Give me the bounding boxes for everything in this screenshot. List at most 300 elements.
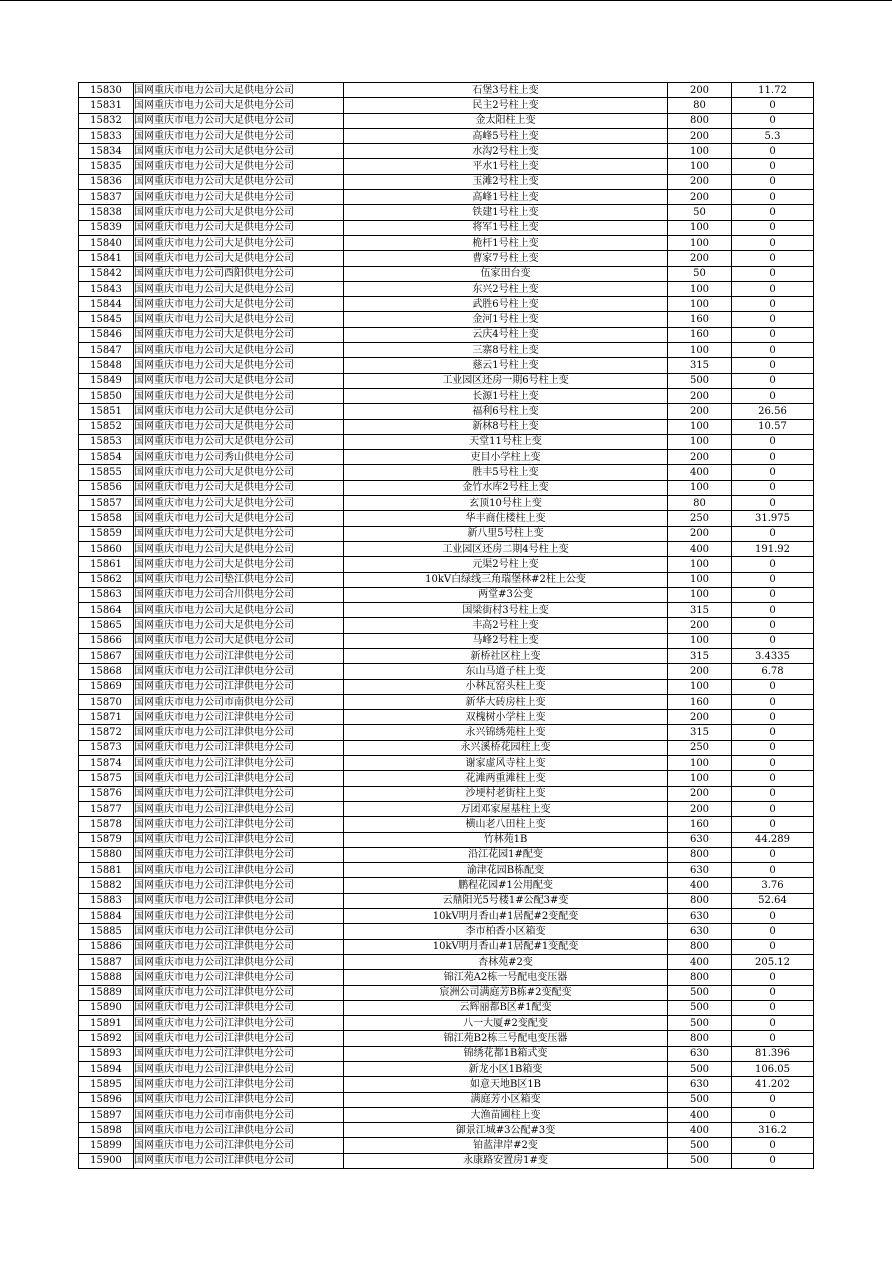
- row-number-cell: 15855: [79, 465, 134, 480]
- table-row: [79, 817, 814, 832]
- company-name-cell: 国网重庆市电力公司市南供电分公司: [134, 1107, 344, 1122]
- table-row: [79, 281, 814, 296]
- company-name-cell: 国网重庆市电力公司大足供电分公司: [134, 618, 344, 633]
- transformer-name-cell: 10kV白绿线三角瑞堡林#2柱上公变: [344, 572, 668, 587]
- value-cell: 81.396: [732, 1046, 814, 1061]
- company-name-cell: 国网重庆市电力公司江津供电分公司: [134, 1016, 344, 1031]
- table-row: [79, 954, 814, 969]
- row-number-cell: 15894: [79, 1062, 134, 1077]
- capacity-cell: 315: [668, 648, 732, 663]
- row-number-cell: 15874: [79, 756, 134, 771]
- value-cell: 106.05: [732, 1062, 814, 1077]
- row-number-cell: 15860: [79, 541, 134, 556]
- transformer-name-cell: 高峰5号柱上变: [344, 128, 668, 143]
- table-row: [79, 893, 814, 908]
- transformer-table: [78, 82, 814, 1169]
- transformer-name-cell: 花滩两重滩柱上变: [344, 771, 668, 786]
- value-cell: 0: [732, 450, 814, 465]
- row-number-cell: 15848: [79, 358, 134, 373]
- capacity-cell: 500: [668, 1092, 732, 1107]
- capacity-cell: 100: [668, 343, 732, 358]
- transformer-name-cell: 丰高2号柱上变: [344, 618, 668, 633]
- value-cell: 0: [732, 1000, 814, 1015]
- company-name-cell: 国网重庆市电力公司江津供电分公司: [134, 1123, 344, 1138]
- transformer-name-cell: 元渠2号柱上变: [344, 557, 668, 572]
- transformer-name-cell: 满庭芳小区箱变: [344, 1092, 668, 1107]
- company-name-cell: 国网重庆市电力公司江津供电分公司: [134, 771, 344, 786]
- transformer-name-cell: 锦绣花都1B箱式变: [344, 1046, 668, 1061]
- table-row: [79, 878, 814, 893]
- value-cell: 0: [732, 220, 814, 235]
- transformer-name-cell: 新华大砖房柱上变: [344, 694, 668, 709]
- table-row: [79, 1046, 814, 1061]
- value-cell: 0: [732, 480, 814, 495]
- capacity-cell: 100: [668, 557, 732, 572]
- table-row: [79, 679, 814, 694]
- company-name-cell: 国网重庆市电力公司江津供电分公司: [134, 1092, 344, 1107]
- capacity-cell: 50: [668, 205, 732, 220]
- company-name-cell: 国网重庆市电力公司大足供电分公司: [134, 113, 344, 128]
- row-number-cell: 15892: [79, 1031, 134, 1046]
- capacity-cell: 160: [668, 312, 732, 327]
- row-number-cell: 15863: [79, 587, 134, 602]
- transformer-name-cell: 沿江花园1#配变: [344, 847, 668, 862]
- transformer-name-cell: 鹏程花园#1公用配变: [344, 878, 668, 893]
- table-row: [79, 465, 814, 480]
- company-name-cell: 国网重庆市电力公司江津供电分公司: [134, 725, 344, 740]
- capacity-cell: 200: [668, 174, 732, 189]
- table-row: [79, 1092, 814, 1107]
- table-row: [79, 924, 814, 939]
- value-cell: 0: [732, 572, 814, 587]
- transformer-name-cell: 御景江城#3公配#3变: [344, 1123, 668, 1138]
- table-row: [79, 312, 814, 327]
- value-cell: 0: [732, 970, 814, 985]
- row-number-cell: 15869: [79, 679, 134, 694]
- row-number-cell: 15887: [79, 954, 134, 969]
- row-number-cell: 15835: [79, 159, 134, 174]
- capacity-cell: 630: [668, 1077, 732, 1092]
- company-name-cell: 国网重庆市电力公司大足供电分公司: [134, 434, 344, 449]
- table-row: [79, 541, 814, 556]
- table-body: [79, 83, 814, 1169]
- transformer-name-cell: 天堂11号柱上变: [344, 434, 668, 449]
- capacity-cell: 200: [668, 404, 732, 419]
- value-cell: 0: [732, 190, 814, 205]
- company-name-cell: 国网重庆市电力公司江津供电分公司: [134, 954, 344, 969]
- transformer-name-cell: 双槐树小学柱上变: [344, 710, 668, 725]
- capacity-cell: 100: [668, 281, 732, 296]
- row-number-cell: 15879: [79, 832, 134, 847]
- company-name-cell: 国网重庆市电力公司大足供电分公司: [134, 220, 344, 235]
- company-name-cell: 国网重庆市电力公司江津供电分公司: [134, 740, 344, 755]
- transformer-name-cell: 国梁街村3号柱上变: [344, 603, 668, 618]
- row-number-cell: 15881: [79, 863, 134, 878]
- transformer-name-cell: 小林瓦窑头柱上变: [344, 679, 668, 694]
- table-row: [79, 832, 814, 847]
- row-number-cell: 15853: [79, 434, 134, 449]
- capacity-cell: 100: [668, 297, 732, 312]
- table-row: [79, 159, 814, 174]
- table-row: [79, 373, 814, 388]
- capacity-cell: 160: [668, 817, 732, 832]
- transformer-name-cell: 李市柏香小区箱变: [344, 924, 668, 939]
- table-row: [79, 496, 814, 511]
- company-name-cell: 国网重庆市电力公司江津供电分公司: [134, 679, 344, 694]
- row-number-cell: 15900: [79, 1153, 134, 1168]
- row-number-cell: 15888: [79, 970, 134, 985]
- capacity-cell: 200: [668, 618, 732, 633]
- transformer-name-cell: 将军1号柱上变: [344, 220, 668, 235]
- company-name-cell: 国网重庆市电力公司江津供电分公司: [134, 1138, 344, 1153]
- row-number-cell: 15831: [79, 98, 134, 113]
- transformer-name-cell: 铁建1号柱上变: [344, 205, 668, 220]
- row-number-cell: 15845: [79, 312, 134, 327]
- capacity-cell: 100: [668, 633, 732, 648]
- row-number-cell: 15833: [79, 128, 134, 143]
- capacity-cell: 200: [668, 450, 732, 465]
- capacity-cell: 100: [668, 572, 732, 587]
- company-name-cell: 国网重庆市电力公司江津供电分公司: [134, 847, 344, 862]
- capacity-cell: 250: [668, 511, 732, 526]
- table-row: [79, 939, 814, 954]
- capacity-cell: 400: [668, 878, 732, 893]
- table-row: [79, 756, 814, 771]
- capacity-cell: 50: [668, 266, 732, 281]
- capacity-cell: 315: [668, 603, 732, 618]
- transformer-name-cell: 胜丰5号柱上变: [344, 465, 668, 480]
- value-cell: 0: [732, 1031, 814, 1046]
- company-name-cell: 国网重庆市电力公司秀山供电分公司: [134, 450, 344, 465]
- capacity-cell: 200: [668, 128, 732, 143]
- table-row: [79, 863, 814, 878]
- capacity-cell: 100: [668, 587, 732, 602]
- company-name-cell: 国网重庆市电力公司大足供电分公司: [134, 343, 344, 358]
- row-number-cell: 15846: [79, 327, 134, 342]
- transformer-name-cell: 铂蓝津岸#2变: [344, 1138, 668, 1153]
- row-number-cell: 15870: [79, 694, 134, 709]
- capacity-cell: 400: [668, 465, 732, 480]
- value-cell: 0: [732, 863, 814, 878]
- value-cell: 205.12: [732, 954, 814, 969]
- transformer-name-cell: 万团邓家屋基柱上变: [344, 801, 668, 816]
- table-row: [79, 1031, 814, 1046]
- capacity-cell: 800: [668, 847, 732, 862]
- capacity-cell: 100: [668, 480, 732, 495]
- value-cell: 0: [732, 1153, 814, 1168]
- transformer-name-cell: 云鼎阳光5号楼1#公配3#变: [344, 893, 668, 908]
- row-number-cell: 15843: [79, 281, 134, 296]
- transformer-name-cell: 永兴溪桥花园柱上变: [344, 740, 668, 755]
- capacity-cell: 800: [668, 970, 732, 985]
- row-number-cell: 15893: [79, 1046, 134, 1061]
- row-number-cell: 15880: [79, 847, 134, 862]
- row-number-cell: 15891: [79, 1016, 134, 1031]
- row-number-cell: 15886: [79, 939, 134, 954]
- capacity-cell: 630: [668, 1046, 732, 1061]
- table-row: [79, 648, 814, 663]
- transformer-name-cell: 民主2号柱上变: [344, 98, 668, 113]
- row-number-cell: 15862: [79, 572, 134, 587]
- value-cell: 41.202: [732, 1077, 814, 1092]
- company-name-cell: 国网重庆市电力公司大足供电分公司: [134, 465, 344, 480]
- transformer-name-cell: 宸洲公司满庭芳B栋#2变配变: [344, 985, 668, 1000]
- table-row: [79, 113, 814, 128]
- table-row: [79, 174, 814, 189]
- table-row: [79, 144, 814, 159]
- transformer-name-cell: 桅杆1号柱上变: [344, 235, 668, 250]
- transformer-name-cell: 锦江苑A2栋一号配电变压器: [344, 970, 668, 985]
- table-row: [79, 1016, 814, 1031]
- transformer-name-cell: 锦江苑B2栋三号配电变压器: [344, 1031, 668, 1046]
- capacity-cell: 100: [668, 771, 732, 786]
- value-cell: 0: [732, 557, 814, 572]
- table-row: [79, 235, 814, 250]
- company-name-cell: 国网重庆市电力公司大足供电分公司: [134, 557, 344, 572]
- table-row: [79, 98, 814, 113]
- value-cell: 0: [732, 801, 814, 816]
- transformer-name-cell: 慈云1号柱上变: [344, 358, 668, 373]
- value-cell: 0: [732, 251, 814, 266]
- row-number-cell: 15841: [79, 251, 134, 266]
- capacity-cell: 315: [668, 725, 732, 740]
- transformer-name-cell: 长源1号柱上变: [344, 388, 668, 403]
- company-name-cell: 国网重庆市电力公司大足供电分公司: [134, 83, 344, 98]
- value-cell: 0: [732, 343, 814, 358]
- value-cell: 316.2: [732, 1123, 814, 1138]
- transformer-name-cell: 新桥社区柱上变: [344, 648, 668, 663]
- capacity-cell: 500: [668, 373, 732, 388]
- capacity-cell: 200: [668, 526, 732, 541]
- capacity-cell: 100: [668, 235, 732, 250]
- company-name-cell: 国网重庆市电力公司大足供电分公司: [134, 190, 344, 205]
- value-cell: 0: [732, 358, 814, 373]
- transformer-name-cell: 谢家虚风寺柱上变: [344, 756, 668, 771]
- transformer-name-cell: 马峰2号柱上变: [344, 633, 668, 648]
- transformer-name-cell: 水沟2号柱上变: [344, 144, 668, 159]
- row-number-cell: 15852: [79, 419, 134, 434]
- row-number-cell: 15885: [79, 924, 134, 939]
- capacity-cell: 500: [668, 1000, 732, 1015]
- company-name-cell: 国网重庆市电力公司大足供电分公司: [134, 128, 344, 143]
- capacity-cell: 630: [668, 909, 732, 924]
- capacity-cell: 315: [668, 358, 732, 373]
- row-number-cell: 15867: [79, 648, 134, 663]
- capacity-cell: 200: [668, 664, 732, 679]
- table-row: [79, 847, 814, 862]
- table-row: [79, 1062, 814, 1077]
- value-cell: 0: [732, 633, 814, 648]
- company-name-cell: 国网重庆市电力公司江津供电分公司: [134, 1062, 344, 1077]
- value-cell: 191.92: [732, 541, 814, 556]
- value-cell: 0: [732, 985, 814, 1000]
- table-row: [79, 740, 814, 755]
- transformer-name-cell: 曹家7号柱上变: [344, 251, 668, 266]
- row-number-cell: 15834: [79, 144, 134, 159]
- company-name-cell: 国网重庆市电力公司江津供电分公司: [134, 756, 344, 771]
- transformer-name-cell: 10kV明月香山#1居配#1变配变: [344, 939, 668, 954]
- capacity-cell: 100: [668, 756, 732, 771]
- company-name-cell: 国网重庆市电力公司合川供电分公司: [134, 587, 344, 602]
- row-number-cell: 15872: [79, 725, 134, 740]
- value-cell: 0: [732, 587, 814, 602]
- capacity-cell: 200: [668, 710, 732, 725]
- transformer-name-cell: 石堡3号柱上变: [344, 83, 668, 98]
- transformer-name-cell: 工业园区还房二期4号柱上变: [344, 541, 668, 556]
- table-row: [79, 970, 814, 985]
- value-cell: 6.78: [732, 664, 814, 679]
- table-row: [79, 297, 814, 312]
- row-number-cell: 15865: [79, 618, 134, 633]
- company-name-cell: 国网重庆市电力公司大足供电分公司: [134, 251, 344, 266]
- value-cell: 0: [732, 297, 814, 312]
- row-number-cell: 15838: [79, 205, 134, 220]
- capacity-cell: 800: [668, 893, 732, 908]
- company-name-cell: 国网重庆市电力公司大足供电分公司: [134, 373, 344, 388]
- row-number-cell: 15842: [79, 266, 134, 281]
- row-number-cell: 15847: [79, 343, 134, 358]
- row-number-cell: 15850: [79, 388, 134, 403]
- row-number-cell: 15877: [79, 801, 134, 816]
- value-cell: 0: [732, 1138, 814, 1153]
- value-cell: 31.975: [732, 511, 814, 526]
- company-name-cell: 国网重庆市电力公司大足供电分公司: [134, 541, 344, 556]
- value-cell: 0: [732, 327, 814, 342]
- company-name-cell: 国网重庆市电力公司大足供电分公司: [134, 174, 344, 189]
- row-number-cell: 15854: [79, 450, 134, 465]
- company-name-cell: 国网重庆市电力公司大足供电分公司: [134, 633, 344, 648]
- row-number-cell: 15832: [79, 113, 134, 128]
- capacity-cell: 630: [668, 863, 732, 878]
- company-name-cell: 国网重庆市电力公司大足供电分公司: [134, 419, 344, 434]
- value-cell: 0: [732, 113, 814, 128]
- row-number-cell: 15868: [79, 664, 134, 679]
- value-cell: 0: [732, 817, 814, 832]
- capacity-cell: 250: [668, 740, 732, 755]
- row-number-cell: 15882: [79, 878, 134, 893]
- capacity-cell: 500: [668, 1153, 732, 1168]
- row-number-cell: 15873: [79, 740, 134, 755]
- company-name-cell: 国网重庆市电力公司大足供电分公司: [134, 98, 344, 113]
- value-cell: 52.64: [732, 893, 814, 908]
- company-name-cell: 国网重庆市电力公司江津供电分公司: [134, 648, 344, 663]
- table-row: [79, 587, 814, 602]
- transformer-name-cell: 永康路安置房1#变: [344, 1153, 668, 1168]
- capacity-cell: 160: [668, 327, 732, 342]
- capacity-cell: 100: [668, 159, 732, 174]
- company-name-cell: 国网重庆市电力公司大足供电分公司: [134, 312, 344, 327]
- value-cell: 0: [732, 373, 814, 388]
- row-number-cell: 15884: [79, 909, 134, 924]
- row-number-cell: 15876: [79, 786, 134, 801]
- table-row: [79, 694, 814, 709]
- value-cell: 0: [732, 1016, 814, 1031]
- company-name-cell: 国网重庆市电力公司大足供电分公司: [134, 281, 344, 296]
- transformer-name-cell: 东兴2号柱上变: [344, 281, 668, 296]
- company-name-cell: 国网重庆市电力公司大足供电分公司: [134, 235, 344, 250]
- company-name-cell: 国网重庆市电力公司江津供电分公司: [134, 924, 344, 939]
- company-name-cell: 国网重庆市电力公司大足供电分公司: [134, 511, 344, 526]
- capacity-cell: 500: [668, 1062, 732, 1077]
- row-number-cell: 15856: [79, 480, 134, 495]
- table-row: [79, 603, 814, 618]
- company-name-cell: 国网重庆市电力公司江津供电分公司: [134, 1031, 344, 1046]
- value-cell: 0: [732, 710, 814, 725]
- transformer-name-cell: 大渔苗圃柱上变: [344, 1107, 668, 1122]
- transformer-name-cell: 云庆4号柱上变: [344, 327, 668, 342]
- transformer-name-cell: 云辉丽都B区#1配变: [344, 1000, 668, 1015]
- row-number-cell: 15864: [79, 603, 134, 618]
- table-row: [79, 633, 814, 648]
- transformer-name-cell: 金河1号柱上变: [344, 312, 668, 327]
- transformer-name-cell: 东山马道子柱上变: [344, 664, 668, 679]
- transformer-name-cell: 杏林苑#2变: [344, 954, 668, 969]
- row-number-cell: 15896: [79, 1092, 134, 1107]
- table-row: [79, 83, 814, 98]
- capacity-cell: 400: [668, 954, 732, 969]
- company-name-cell: 国网重庆市电力公司江津供电分公司: [134, 664, 344, 679]
- table-row: [79, 526, 814, 541]
- table-row: [79, 1123, 814, 1138]
- transformer-name-cell: 金竹水库2号柱上变: [344, 480, 668, 495]
- row-number-cell: 15849: [79, 373, 134, 388]
- company-name-cell: 国网重庆市电力公司大足供电分公司: [134, 496, 344, 511]
- company-name-cell: 国网重庆市电力公司江津供电分公司: [134, 985, 344, 1000]
- capacity-cell: 800: [668, 939, 732, 954]
- table-row: [79, 205, 814, 220]
- capacity-cell: 100: [668, 434, 732, 449]
- transformer-name-cell: 永兴锦绣苑柱上变: [344, 725, 668, 740]
- row-number-cell: 15895: [79, 1077, 134, 1092]
- table-row: [79, 190, 814, 205]
- value-cell: 0: [732, 786, 814, 801]
- value-cell: 0: [732, 771, 814, 786]
- company-name-cell: 国网重庆市电力公司江津供电分公司: [134, 817, 344, 832]
- company-name-cell: 国网重庆市电力公司江津供电分公司: [134, 1046, 344, 1061]
- company-name-cell: 国网重庆市电力公司江津供电分公司: [134, 893, 344, 908]
- capacity-cell: 100: [668, 220, 732, 235]
- table-row: [79, 266, 814, 281]
- capacity-cell: 800: [668, 113, 732, 128]
- company-name-cell: 国网重庆市电力公司江津供电分公司: [134, 878, 344, 893]
- row-number-cell: 15883: [79, 893, 134, 908]
- table-row: [79, 618, 814, 633]
- row-number-cell: 15875: [79, 771, 134, 786]
- table-row: [79, 343, 814, 358]
- value-cell: 0: [732, 725, 814, 740]
- row-number-cell: 15890: [79, 1000, 134, 1015]
- table-row: [79, 1153, 814, 1168]
- capacity-cell: 100: [668, 679, 732, 694]
- table-row: [79, 419, 814, 434]
- row-number-cell: 15889: [79, 985, 134, 1000]
- table-row: [79, 1138, 814, 1153]
- capacity-cell: 160: [668, 694, 732, 709]
- capacity-cell: 630: [668, 832, 732, 847]
- company-name-cell: 国网重庆市电力公司江津供电分公司: [134, 1153, 344, 1168]
- company-name-cell: 国网重庆市电力公司江津供电分公司: [134, 970, 344, 985]
- table-row: [79, 327, 814, 342]
- company-name-cell: 国网重庆市电力公司大足供电分公司: [134, 327, 344, 342]
- capacity-cell: 500: [668, 1016, 732, 1031]
- value-cell: 0: [732, 496, 814, 511]
- row-number-cell: 15830: [79, 83, 134, 98]
- transformer-name-cell: 横山老八田柱上变: [344, 817, 668, 832]
- row-number-cell: 15836: [79, 174, 134, 189]
- value-cell: 0: [732, 434, 814, 449]
- value-cell: 44.289: [732, 832, 814, 847]
- table-row: [79, 771, 814, 786]
